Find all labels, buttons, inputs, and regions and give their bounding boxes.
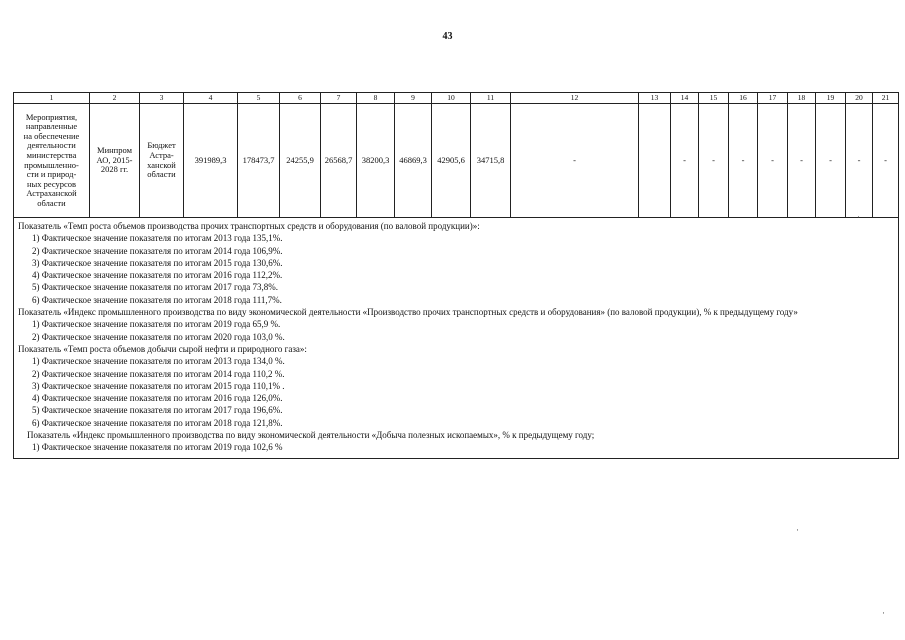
value-cell-11: 34715,8: [471, 104, 511, 218]
value-cell-16: -: [729, 104, 758, 218]
activity-row: [14, 104, 899, 218]
indicator-1-item: 2) Фактическое значение показателя по итогам 2014 года 106,9%.: [32, 245, 283, 256]
header-col-3: 3: [140, 93, 184, 104]
indicator-2-item: 2) Фактическое значение показателя по итогам 2020 года 103,0 %.: [32, 331, 285, 342]
header-col-14: 14: [671, 93, 699, 104]
value-cell-20: -: [846, 104, 873, 218]
value-cell-4: 391989,3: [184, 104, 238, 218]
indicator-4-title: Показатель «Индекс промышленного производства по виду экономической деятельности «Добыча полезных ископаемых», % к предыдущему году;: [27, 430, 595, 441]
scan-speck: ·: [882, 608, 885, 618]
page-number: 43: [442, 31, 453, 42]
header-row: [14, 93, 899, 104]
value-cell-9: 46869,3: [395, 104, 432, 218]
header-col-13: 13: [639, 93, 671, 104]
funding-source-cell: Бюджет Астра- ханской области: [140, 104, 184, 218]
header-col-7: 7: [321, 93, 357, 104]
executor-cell: Минпром АО, 2015- 2028 гг.: [90, 104, 140, 218]
header-col-12: 12: [511, 93, 639, 104]
indicator-1-item: 5) Фактическое значение показателя по итогам 2017 года 73,8%.: [32, 282, 279, 293]
value-cell-14: -: [671, 104, 699, 218]
value-cell-8: 38200,3: [357, 104, 395, 218]
header-col-21: 21: [873, 93, 899, 104]
indicator-3-item: 2) Фактическое значение показателя по итогам 2014 года 110,2 %.: [32, 368, 285, 379]
header-col-5: 5: [238, 93, 280, 104]
indicator-4-item: 1) Фактическое значение показателя по итогам 2019 года 102,6 %: [32, 442, 283, 453]
notes-row: [14, 218, 899, 459]
header-col-15: 15: [699, 93, 729, 104]
indicator-notes: [14, 218, 899, 459]
indicator-3-title: Показатель «Темп роста объемов добычи сырой нефти и природного газа»:: [18, 343, 307, 354]
indicator-1-item: 4) Фактическое значение показателя по итогам 2016 года 112,2%.: [32, 270, 283, 281]
indicator-2-title: Показатель «Индекс промышленного производства по виду экономической деятельности «Производство прочих транспортных средств и оборудования» (по валовой продукции), % к предыдущему году»: [18, 307, 798, 318]
value-cell-12: -: [511, 104, 639, 218]
header-col-4: 4: [184, 93, 238, 104]
indicator-3-item: 4) Фактическое значение показателя по итогам 2016 года 126,0%.: [32, 393, 283, 404]
value-cell-10: 42905,6: [432, 104, 471, 218]
header-col-10: 10: [432, 93, 471, 104]
value-cell-13: [639, 104, 671, 218]
activity-cell: Мероприятия, направленные на обеспечение деятельности министерства промышленно- сти и природ- ных ресурсов Астраханской области: [14, 104, 90, 218]
indicator-1-item: 6) Фактическое значение показателя по итогам 2018 года 111,7%.: [32, 294, 282, 305]
header-col-2: 2: [90, 93, 140, 104]
header-col-11: 11: [471, 93, 511, 104]
value-cell-21: -: [873, 104, 899, 218]
header-col-16: 16: [729, 93, 758, 104]
header-col-19: 19: [816, 93, 846, 104]
header-col-9: 9: [395, 93, 432, 104]
value-cell-17: -: [758, 104, 788, 218]
value-cell-5: 178473,7: [238, 104, 280, 218]
header-col-6: 6: [280, 93, 321, 104]
indicator-1-item: 3) Фактическое значение показателя по итогам 2015 года 130,6%.: [32, 257, 283, 268]
indicator-1-title: Показатель «Темп роста объемов производства прочих транспортных средств и оборудования (по валовой продукции)»:: [18, 221, 480, 231]
scan-speck: ·: [857, 212, 860, 222]
value-cell-19: -: [816, 104, 846, 218]
indicator-3-item: 3) Фактическое значение показателя по итогам 2015 года 110,1% .: [32, 380, 285, 391]
scan-speck: ·: [796, 525, 799, 535]
program-table: [13, 92, 899, 459]
header-col-8: 8: [357, 93, 395, 104]
header-col-17: 17: [758, 93, 788, 104]
indicator-3-item: 6) Фактическое значение показателя по итогам 2018 года 121,8%.: [32, 417, 283, 428]
value-cell-7: 26568,7: [321, 104, 357, 218]
header-col-20: 20: [846, 93, 873, 104]
indicator-3-item: 5) Фактическое значение показателя по итогам 2017 года 196,6%.: [32, 405, 283, 416]
header-col-1: 1: [14, 93, 90, 104]
header-col-18: 18: [788, 93, 816, 104]
value-cell-6: 24255,9: [280, 104, 321, 218]
value-cell-15: -: [699, 104, 729, 218]
indicator-2-item: 1) Фактическое значение показателя по итогам 2019 года 65,9 %.: [32, 319, 281, 330]
indicator-3-item: 1) Фактическое значение показателя по итогам 2013 года 134,0 %.: [32, 356, 285, 367]
indicator-1-item: 1) Фактическое значение показателя по итогам 2013 года 135,1%.: [32, 233, 283, 244]
value-cell-18: -: [788, 104, 816, 218]
